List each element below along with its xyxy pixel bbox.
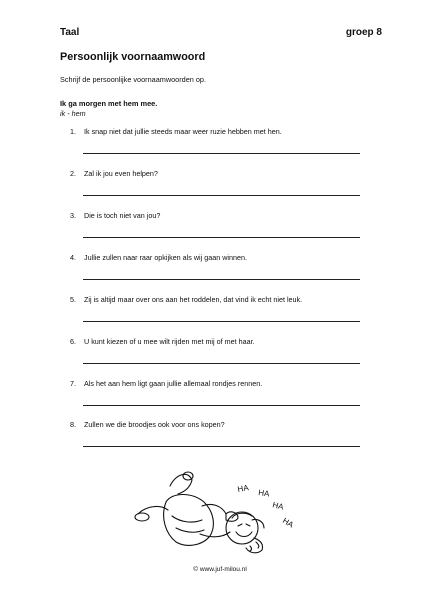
exercise-item xyxy=(0,211,440,251)
instruction-text: Schrijf de persoonlijke voornaamwoorden op. xyxy=(60,75,207,84)
answer-line[interactable] xyxy=(83,279,360,280)
answer-line[interactable] xyxy=(83,363,360,364)
arm-outline xyxy=(202,504,226,514)
item-sentence: Jullie zullen naar raar opkijken als wij gaan winnen. xyxy=(84,253,248,262)
item-sentence: Die is toch niet van jou? xyxy=(84,211,161,220)
torso-outline xyxy=(164,495,214,546)
item-number: 2. xyxy=(70,169,76,178)
item-number: 7. xyxy=(70,379,76,388)
page-title: Persoonlijk voornaamwoord xyxy=(60,51,206,63)
item-number: 4. xyxy=(70,253,76,262)
laugh-text: HA xyxy=(271,500,285,512)
answer-line[interactable] xyxy=(83,446,360,447)
exercise-item xyxy=(0,295,440,335)
head-outline xyxy=(226,512,258,544)
footer-copyright: © www.juf-milou.nl xyxy=(193,566,247,573)
exercise-item xyxy=(0,127,440,167)
item-sentence: Zullen we die broodjes ook voor ons kopen? xyxy=(84,420,225,429)
exercise-item xyxy=(0,337,440,377)
item-number: 3. xyxy=(70,211,76,220)
item-sentence: U kunt kiezen of u mee wilt rijden met mij of met haar. xyxy=(84,337,255,346)
item-sentence: Ik snap niet dat jullie steeds maar weer ruzie hebben met hen. xyxy=(84,127,282,136)
exercise-item xyxy=(0,379,440,419)
laugh-text-group xyxy=(237,483,296,530)
answer-line[interactable] xyxy=(83,321,360,322)
example-sentence: Ik ga morgen met hem mee. xyxy=(60,99,158,108)
shoe-outline xyxy=(183,472,193,480)
item-sentence: Zal ik jou even helpen? xyxy=(84,169,158,178)
arm-outline xyxy=(200,532,230,537)
answer-line[interactable] xyxy=(83,195,360,196)
answer-line[interactable] xyxy=(83,237,360,238)
item-number: 1. xyxy=(70,127,76,136)
answer-line[interactable] xyxy=(83,405,360,406)
laugh-text: HA xyxy=(257,488,270,499)
subject-label: Taal xyxy=(60,27,80,38)
item-number: 8. xyxy=(70,420,76,429)
exercise-item xyxy=(0,253,440,293)
answer-line[interactable] xyxy=(83,153,360,154)
laugh-text: HA xyxy=(236,483,250,494)
group-label: groep 8 xyxy=(345,27,382,38)
item-sentence: Als het aan hem ligt gaan jullie allemaal rondjes rennen. xyxy=(84,379,263,388)
item-number: 6. xyxy=(70,337,76,346)
exercise-item xyxy=(0,420,440,460)
leg-outline xyxy=(170,474,192,494)
example-answer: ik - hem xyxy=(60,109,86,118)
laughing-child-illustration xyxy=(130,462,300,562)
item-number: 5. xyxy=(70,295,76,304)
item-sentence: Zij is altijd maar over ons aan het roddelen, dat vind ik echt niet leuk. xyxy=(84,295,303,304)
exercise-item xyxy=(0,169,440,209)
shoe-outline xyxy=(135,513,149,521)
laugh-text: HA xyxy=(280,516,296,530)
